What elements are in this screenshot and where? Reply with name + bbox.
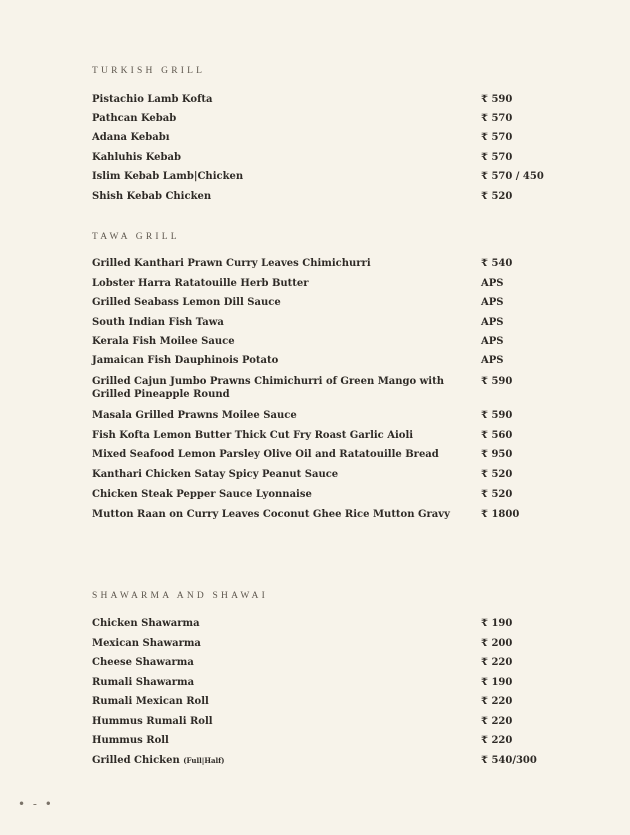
item-name: Rumali Shawarma [92, 677, 195, 688]
item-price: ₹ 220 [481, 696, 513, 707]
menu-item [92, 656, 552, 669]
menu-item [92, 695, 552, 708]
item-price: ₹ 540/300 [481, 755, 537, 766]
item-price: ₹ 540 [481, 258, 513, 269]
item-name: Hummus Roll [92, 735, 169, 746]
item-name: Chicken Steak Pepper Sauce Lyonnaise [92, 489, 312, 500]
item-price: ₹ 520 [481, 489, 513, 500]
item-price: ₹ 590 [481, 376, 513, 387]
menu-item [92, 754, 552, 767]
item-name: Pathcan Kebab [92, 113, 177, 124]
item-name: Cheese Shawarma [92, 657, 194, 668]
section-title-tawa-grill: TAWA GRILL [92, 232, 180, 242]
menu-item [92, 354, 552, 367]
item-name: Mexican Shawarma [92, 638, 201, 649]
item-name [92, 754, 480, 767]
item-name: Islim Kebab Lamb|Chicken [92, 171, 244, 182]
menu-item [92, 429, 552, 442]
menu-item [92, 734, 552, 747]
footer-mark: • - • [18, 797, 54, 811]
item-name: Adana Kebabı [92, 132, 170, 143]
item-price: ₹ 570 [481, 152, 513, 163]
item-price: ₹ 220 [481, 657, 513, 668]
section-title-turkish-grill: TURKISH GRILL [92, 66, 206, 76]
menu-item [92, 375, 552, 401]
item-name: Fish Kofta Lemon Butter Thick Cut Fry Roast Garlic Aioli [92, 430, 414, 441]
menu-item [92, 468, 552, 481]
section-title-shawarma-and-shawai: SHAWARMA AND SHAWAI [92, 591, 268, 601]
item-name-line-2: Grilled Pineapple Round [92, 389, 230, 400]
item-price: ₹ 520 [481, 191, 513, 202]
menu-item [92, 448, 552, 461]
item-name: Hummus Rumali Roll [92, 716, 213, 727]
item-name: Pistachio Lamb Kofta [92, 94, 213, 105]
item-price: ₹ 570 / 450 [481, 171, 544, 182]
item-name-line-1: Grilled Cajun Jumbo Prawns Chimichurri of Green Mango with [92, 376, 444, 387]
item-name: Kanthari Chicken Satay Spicy Peanut Sauce [92, 469, 339, 480]
item-price: APS [481, 355, 504, 366]
item-name: Chicken Shawarma [92, 618, 200, 629]
item-price: APS [481, 317, 504, 328]
menu-item [92, 508, 552, 521]
item-price: ₹ 220 [481, 716, 513, 727]
item-name-main: Grilled Chicken [92, 755, 180, 766]
item-name: Lobster Harra Ratatouille Herb Butter [92, 278, 309, 289]
menu-item [92, 112, 552, 125]
item-name: Mutton Raan on Curry Leaves Coconut Ghee Rice Mutton Gravy [92, 509, 450, 520]
item-price: ₹ 1800 [481, 509, 520, 520]
item-price: ₹ 590 [481, 410, 513, 421]
item-name: Masala Grilled Prawns Moilee Sauce [92, 410, 297, 421]
item-name: South Indian Fish Tawa [92, 317, 224, 328]
menu-item [92, 617, 552, 630]
menu-item [92, 257, 552, 270]
item-price: ₹ 570 [481, 113, 513, 124]
item-name: Grilled Kanthari Prawn Curry Leaves Chimichurri [92, 258, 371, 269]
menu-item [92, 131, 552, 144]
menu-item [92, 488, 552, 501]
menu-item [92, 676, 552, 689]
item-price: ₹ 590 [481, 94, 513, 105]
item-price: ₹ 190 [481, 618, 513, 629]
item-price: ₹ 570 [481, 132, 513, 143]
item-price: ₹ 950 [481, 449, 513, 460]
item-name: Rumali Mexican Roll [92, 696, 209, 707]
menu-item [92, 93, 552, 106]
item-price: ₹ 200 [481, 638, 513, 649]
item-price: APS [481, 278, 504, 289]
item-name: Shish Kebab Chicken [92, 191, 212, 202]
item-name: Jamaican Fish Dauphinois Potato [92, 355, 279, 366]
item-name: Grilled Seabass Lemon Dill Sauce [92, 297, 281, 308]
item-price: ₹ 560 [481, 430, 513, 441]
menu-item [92, 277, 552, 290]
menu-item [92, 637, 552, 650]
item-name: Mixed Seafood Lemon Parsley Olive Oil and Ratatouille Bread [92, 449, 439, 460]
item-price: APS [481, 297, 504, 308]
item-price: ₹ 520 [481, 469, 513, 480]
item-price: APS [481, 336, 504, 347]
menu-item [92, 296, 552, 309]
menu-item [92, 151, 552, 164]
item-name-note: (Full|Half) [183, 756, 225, 765]
item-name: Kerala Fish Moilee Sauce [92, 336, 235, 347]
item-price: ₹ 220 [481, 735, 513, 746]
item-price: ₹ 190 [481, 677, 513, 688]
item-name [92, 375, 480, 401]
menu-item [92, 170, 552, 183]
menu-item [92, 335, 552, 348]
menu-item [92, 409, 552, 422]
menu-item [92, 316, 552, 329]
menu-item [92, 190, 552, 203]
item-name: Kahluhis Kebab [92, 152, 181, 163]
menu-item [92, 715, 552, 728]
